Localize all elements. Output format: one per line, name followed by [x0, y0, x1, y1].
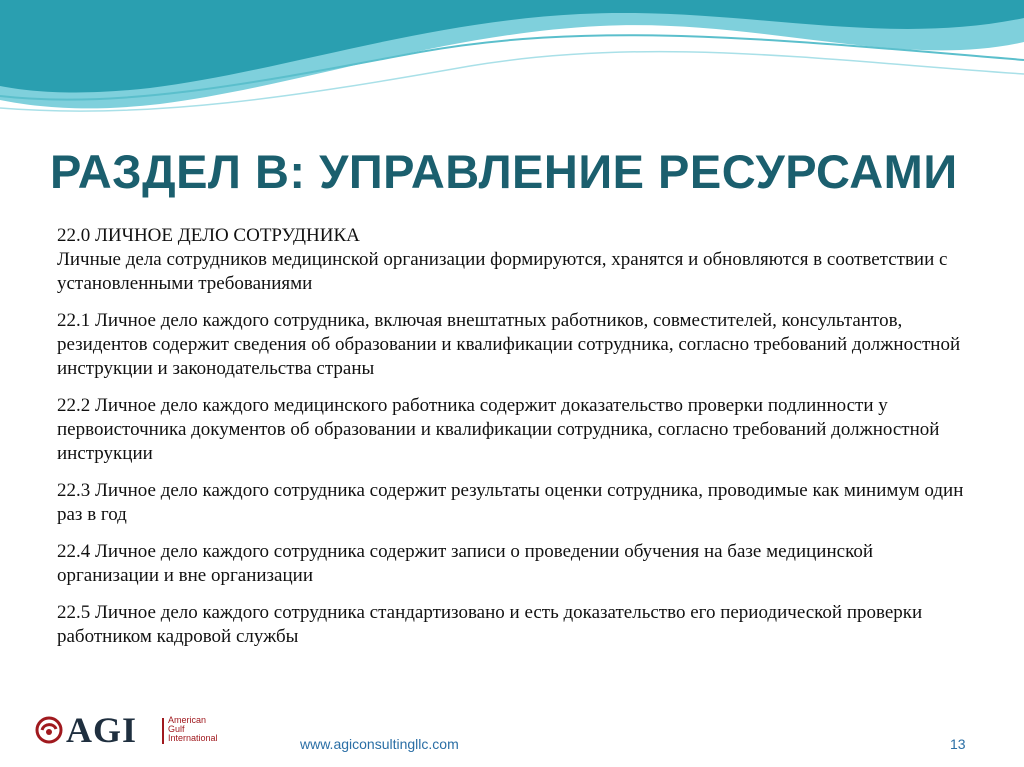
paragraph-22-1: [57, 309, 972, 381]
logo-text: AGI: [66, 710, 138, 750]
footer-url-link[interactable]: www.agiconsultingllc.com: [300, 736, 459, 752]
logo-subtitle: [168, 716, 218, 743]
logo-sub-line: American: [168, 715, 207, 725]
logo-sub-line: International: [168, 733, 218, 743]
paragraph-text: 22.5 Личное дело каждого сотрудника стандартизовано и есть доказательство его периодической проверки работником кадровой службы: [57, 602, 923, 647]
paragraph-text: 22.4 Личное дело каждого сотрудника содержит записи о проведении обучения на базе медицинской организации и вне организации: [57, 541, 873, 586]
logo-sub-line: Gulf: [168, 724, 185, 734]
paragraph-text: 22.2 Личное дело каждого медицинского работника содержит доказательство проверки подлинности у первоисточника документов об образовании и квалификации сотрудника, согласно требований должностной инструкции: [57, 395, 940, 464]
agi-swirl-icon: [34, 715, 64, 745]
page-number: 13: [950, 736, 966, 752]
paragraph-22-5: [57, 601, 972, 649]
paragraph-22-0: [57, 224, 972, 296]
section-heading: 22.0 ЛИЧНОЕ ДЕЛО СОТРУДНИКА: [57, 225, 360, 246]
paragraph-22-4: [57, 540, 972, 588]
agi-logo: [30, 707, 220, 757]
header-wave-decoration: [0, 0, 1024, 130]
paragraph-text: 22.1 Личное дело каждого сотрудника, включая внештатных работников, совместителей, консультантов, резидентов содержит сведения об образовании и квалификации сотрудника, согласно требований должностной инструкции и законодательства страны: [57, 310, 961, 379]
slide-title: РАЗДЕЛ В: УПРАВЛЕНИЕ РЕСУРСАМИ: [50, 145, 958, 198]
logo-divider: [162, 718, 164, 744]
paragraph-22-2: [57, 394, 972, 466]
paragraph-22-3: [57, 479, 972, 527]
paragraph-text: 22.3 Личное дело каждого сотрудника содержит результаты оценки сотрудника, проводимые как минимум один раз в год: [57, 480, 964, 525]
slide-content: [57, 224, 972, 662]
paragraph-text: Личные дела сотрудников медицинской организации формируются, хранятся и обновляются в соответствии с установленными требованиями: [57, 249, 948, 294]
